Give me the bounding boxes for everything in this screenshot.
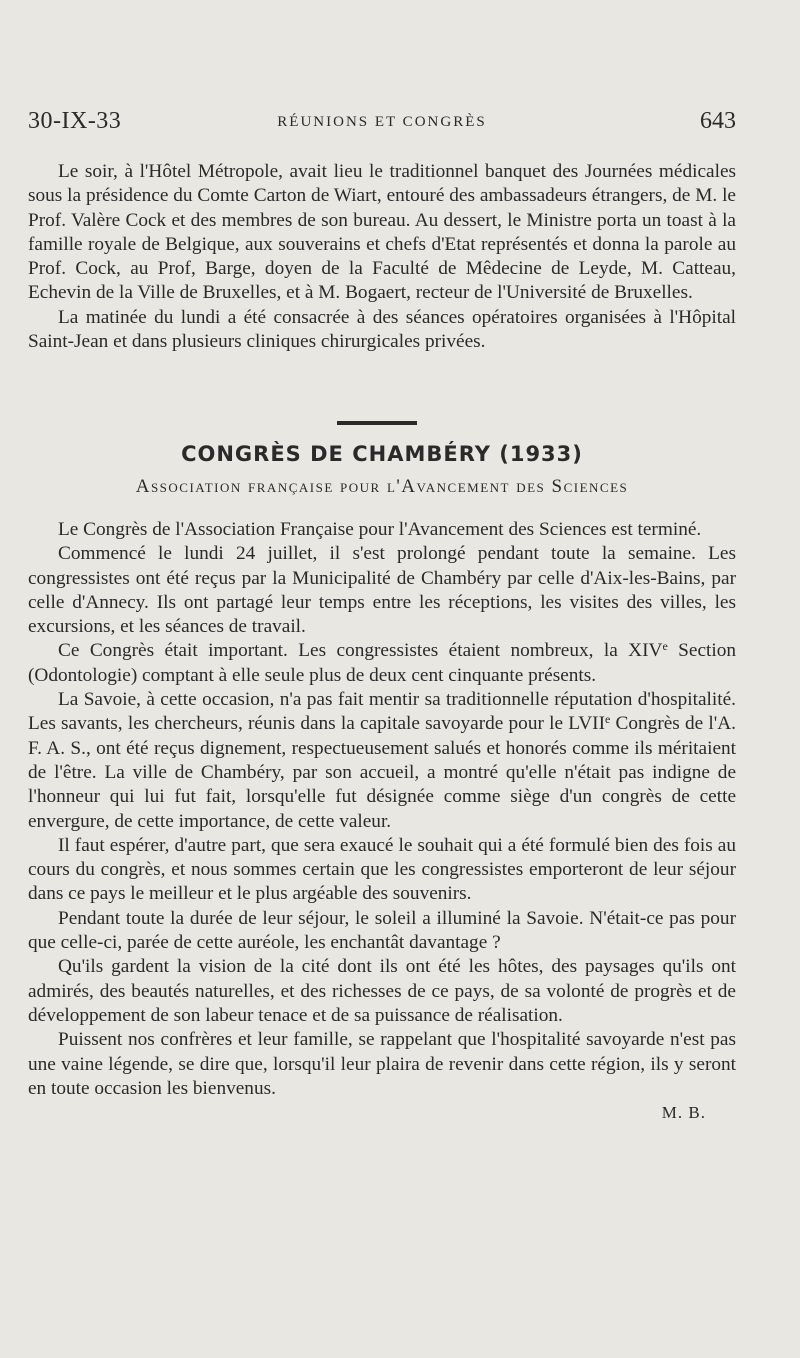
section-subheading: Association française pour l'Avancement des Sciences <box>135 476 629 497</box>
section-divider-rule <box>337 421 417 425</box>
paragraph: Puissent nos confrères et leur famille, se rappelant que l'hospitalité savoyarde n'est pas une vaine légende, se dire que, lorsqu'il leur plaira de revenir dans cette région, ils y seront en toute occasion les bienvenus. <box>28 1029 736 1099</box>
paragraph-text: Congrès de l'A. F. A. S., ont été reçus dignement, respectueusement salués et honorés comme ils méritaient de l'être. La ville de Chambéry, par son accueil, a montré qu'elle n'était pas indigne de l'honneur qui lui fut fait, lorsqu'elle fut désignée comme siège d'un congrès de cette envergure, de cette importance, de cette valeur. <box>28 713 736 832</box>
paragraph <box>28 639 736 688</box>
article-body <box>28 518 736 1125</box>
paragraph-text: Ce Congrès était important. Les congressistes étaient nombreux, la XIV <box>58 640 663 662</box>
paragraph: Commencé le lundi 24 juillet, il s'est prolongé pendant toute la semaine. Les congressistes ont été reçus par la Municipalité de Chambéry par celle d'Aix-les-Bains, par celle d'Annecy. Ils ont partagé leur temps entre les réceptions, les visites des villes, les excursions, et les séances de travail. <box>28 543 736 638</box>
author-signature: M. B. <box>661 1103 706 1123</box>
page-number: 643 <box>700 108 736 134</box>
section-heading: CONGRÈS DE CHAMBÉRY (1933) <box>181 442 583 466</box>
paragraph: Qu'ils gardent la vision de la cité dont ils ont été les hôtes, des paysages qu'ils ont admirés, des beautés naturelles, et des richesses de ce pays, de sa volonté de progrès et de développement de son labeur tenace et de sa puissance de réalisation. <box>28 956 736 1026</box>
paragraph: Le soir, à l'Hôtel Métropole, avait lieu le traditionnel banquet des Journées médicales sous la présidence du Comte Carton de Wiart, entouré des ambassadeurs étrangers, de M. le Prof. Valère Cock et des membres de son bureau. Au dessert, le Ministre porta un toast à la famille royale de Belgique, aux souverains et chefs d'Etat représentés et donna la parole au Prof. Cock, au Prof, Barge, doyen de la Faculté de Mêdecine de Leyde, M. Catteau, Echevin de la Ville de Bruxelles, et à M. Bogaert, recteur de l'Université de Bruxelles. <box>28 161 736 304</box>
header-date: 30-IX-33 <box>28 108 122 134</box>
header-section-title: RÉUNIONS ET CONGRÈS <box>277 114 487 130</box>
paragraph-text: Section (Odontologie) comptant à elle seule plus de deux cent cinquante présents. <box>28 640 737 686</box>
paragraph-text: La Savoie, à cette occasion, n'a pas fait mentir sa traditionnelle réputation d'hospitalité. Les savants, les chercheurs, réunis dans la capitale savoyarde pour le LVII <box>28 689 736 735</box>
intro-text <box>28 160 736 354</box>
superscript: e <box>605 712 611 727</box>
paragraph: La matinée du lundi a été consacrée à des séances opératoires organisées à l'Hôpital Saint-Jean et dans plusieurs cliniques chirurgicales privées. <box>28 306 736 353</box>
paragraph <box>28 688 736 834</box>
paragraph: Le Congrès de l'Association Française pour l'Avancement des Sciences est terminé. <box>58 519 702 540</box>
running-header <box>28 108 736 140</box>
paragraph: Il faut espérer, d'autre part, que sera exaucé le souhait qui a été formulé bien des fois au cours du congrès, et nous sommes certain que les congressistes emporteront de leur séjour dans ce pays le meilleur et le plus argéable des souvenirs. <box>28 834 736 905</box>
superscript: e <box>662 639 668 654</box>
paragraph: Pendant toute la durée de leur séjour, le soleil a illuminé la Savoie. N'était-ce pas pour que celle-ci, parée de cette auréole, les enchantât davantage ? <box>28 907 736 954</box>
